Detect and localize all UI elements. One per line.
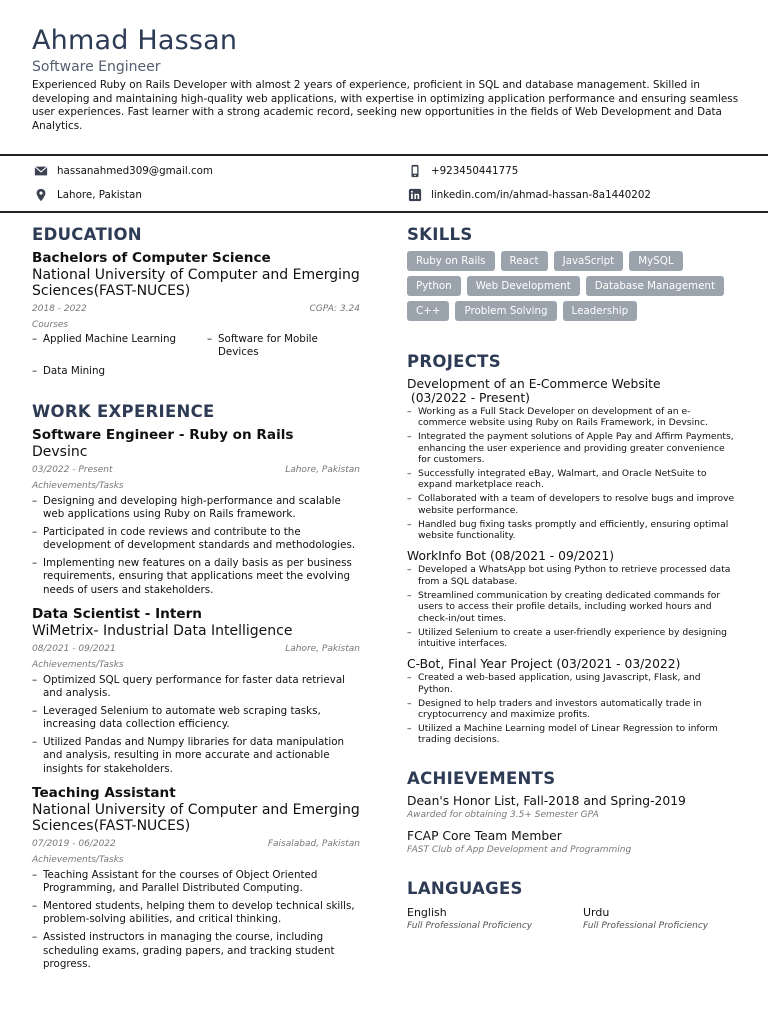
language-item xyxy=(407,906,583,932)
task-item: – Participated in code reviews and contribute to the development of development standards and methodologies. xyxy=(32,526,360,553)
candidate-name: Ahmad Hassan xyxy=(32,25,238,56)
email-text: hassanahmed309@gmail.com xyxy=(57,165,213,177)
job-location: Faisalabad, Pakistan xyxy=(267,839,360,850)
task-item: – Leveraged Selenium to automate web scraping tasks, increasing data collection efficiency. xyxy=(32,705,360,732)
achievement-title: Dean's Honor List, Fall-2018 and Spring-2019 xyxy=(407,793,686,808)
contact-location xyxy=(34,188,142,202)
tasks-label: Achievements/Tasks xyxy=(32,659,124,670)
project-title: WorkInfo Bot (08/2021 - 09/2021) xyxy=(407,549,615,564)
envelope-icon xyxy=(34,164,48,178)
education-item xyxy=(32,250,360,378)
resume-header xyxy=(32,24,742,133)
achievement-desc: FAST Club of App Development and Programming xyxy=(407,844,632,855)
education-cgpa: CGPA: 3.24 xyxy=(309,304,360,314)
project-task: – Integrated the payment solutions of Apple Pay and Affirm Payments, enhancing the user experience and providing greater convenience for customers. xyxy=(407,431,737,465)
task-item: – Implementing new features on a daily basis as per business requirements, ensuring that applications meet the evolving needs of users and stakeholders. xyxy=(32,557,360,597)
skill-tag: MySQL xyxy=(629,251,682,271)
skill-tag: Ruby on Rails xyxy=(407,251,495,271)
job-meta xyxy=(32,643,360,655)
project-task: – Developed a WhatsApp bot using Python to retrieve processed data from a SQL database. xyxy=(407,564,737,587)
skill-tag: Leadership xyxy=(563,301,638,321)
task-item: – Utilized Pandas and Numpy libraries for data manipulation and analysis, resulting in more accurate and actionable insights for stakeholders. xyxy=(32,736,360,776)
language-name: Urdu xyxy=(583,905,610,919)
achievement-desc: Awarded for obtaining 3.5+ Semester GPA xyxy=(407,809,599,820)
skill-tag: Database Management xyxy=(586,276,724,296)
job-item xyxy=(32,785,360,971)
linkedin-text: linkedin.com/in/ahmad-hassan-8a1440202 xyxy=(431,189,651,201)
project-task: – Created a web-based application, using Javascript, Flask, and Python. xyxy=(407,672,737,695)
education-dates: 2018 - 2022 xyxy=(32,304,87,314)
courses-label: Courses xyxy=(32,320,69,330)
task-item: – Assisted instructors in managing the course, including scheduling exams, grading papers, and tracking student progress. xyxy=(32,931,360,971)
project-task-list xyxy=(407,564,737,649)
job-title: Teaching Assistant xyxy=(32,785,176,802)
degree-title: Bachelors of Computer Science xyxy=(32,250,271,266)
job-dates: 03/2022 - Present xyxy=(32,464,113,475)
project-task-list xyxy=(407,406,737,541)
project-task: – Streamlined communication by creating dedicated commands for users to access their profile details, including worked hours and check-in/out times. xyxy=(407,590,737,624)
project-task: – Collaborated with a team of developers to resolve bugs and improve website performance. xyxy=(407,493,737,516)
project-task: – Successfully integrated eBay, Walmart, and Oracle NetSuite to expand marketplace reach. xyxy=(407,468,737,491)
job-meta xyxy=(32,464,360,476)
school-name: National University of Computer and Emerging Sciences(FAST-NUCES) xyxy=(32,267,360,299)
achievement-title: FCAP Core Team Member xyxy=(407,828,562,843)
skill-tag: C++ xyxy=(407,301,449,321)
education-meta xyxy=(32,303,360,315)
job-title: Software Engineer - Ruby on Rails xyxy=(32,426,294,443)
project-dates: (03/2022 - Present) xyxy=(407,391,530,405)
language-name: English xyxy=(407,905,447,919)
education-heading: EDUCATION xyxy=(32,225,142,244)
project-item xyxy=(407,657,737,745)
project-task: – Utilized a Machine Learning model of Linear Regression to inform trading decisions. xyxy=(407,723,737,746)
projects-heading: PROJECTS xyxy=(407,352,501,371)
task-item: – Teaching Assistant for the courses of Object Oriented Programming, and Parallel Distributed Computing. xyxy=(32,869,360,896)
tasks-label: Achievements/Tasks xyxy=(32,480,124,491)
job-org: National University of Computer and Emerging Sciences(FAST-NUCES) xyxy=(32,802,360,835)
left-column xyxy=(32,224,360,976)
job-item xyxy=(32,427,360,597)
job-title: Data Scientist - Intern xyxy=(32,605,202,622)
course-item: – Applied Machine Learning xyxy=(32,333,207,360)
job-dates: 07/2019 - 06/2022 xyxy=(32,839,116,850)
achievements-heading: ACHIEVEMENTS xyxy=(407,768,556,788)
project-title: C-Bot, Final Year Project (03/2021 - 03/2022) xyxy=(407,657,681,672)
task-item: – Mentored students, helping them to develop technical skills, problem-solving abilities, and critical thinking. xyxy=(32,900,360,927)
task-list xyxy=(32,674,360,776)
courses-list xyxy=(32,333,360,378)
job-org: WiMetrix- Industrial Data Intelligence xyxy=(32,622,293,639)
job-location: Lahore, Pakistan xyxy=(285,464,360,475)
skills-list xyxy=(407,251,727,321)
phone-text: +923450441775 xyxy=(431,165,519,177)
task-item: – Optimized SQL query performance for faster data retrieval and analysis. xyxy=(32,674,360,701)
skill-tag: JavaScript xyxy=(554,251,624,271)
skill-tag: React xyxy=(501,251,548,271)
task-item: – Designing and developing high-performance and scalable web applications using Ruby on Rails framework. xyxy=(32,495,360,522)
contact-linkedin[interactable] xyxy=(408,188,651,202)
work-heading: WORK EXPERIENCE xyxy=(32,401,215,421)
phone-icon xyxy=(408,164,422,178)
map-pin-icon xyxy=(34,188,48,202)
skill-tag: Problem Solving xyxy=(455,301,556,321)
right-column xyxy=(407,224,737,932)
job-dates: 08/2021 - 09/2021 xyxy=(32,643,116,654)
language-level: Full Professional Proficiency xyxy=(407,920,533,931)
project-task-list xyxy=(407,672,737,745)
project-task: – Handled bug fixing tasks promptly and efficiently, ensuring optimal website functionality. xyxy=(407,519,737,542)
project-title: Development of an E-Commerce Website xyxy=(407,377,661,391)
tasks-label: Achievements/Tasks xyxy=(32,855,124,866)
language-level: Full Professional Proficiency xyxy=(583,920,709,931)
skill-tag: Web Development xyxy=(467,276,580,296)
contact-email[interactable] xyxy=(34,164,213,178)
languages-heading: LANGUAGES xyxy=(407,878,523,898)
linkedin-icon xyxy=(408,188,422,202)
candidate-role: Software Engineer xyxy=(32,59,161,75)
contact-phone[interactable] xyxy=(408,164,518,178)
task-list xyxy=(32,869,360,971)
task-list xyxy=(32,495,360,597)
languages-list xyxy=(407,906,737,932)
project-item xyxy=(407,377,737,541)
location-text: Lahore, Pakistan xyxy=(57,189,142,201)
project-task: – Designed to help traders and investors automatically trade in cryptocurrency and maximize profits. xyxy=(407,698,737,721)
contact-bar xyxy=(0,154,768,213)
achievement-item xyxy=(407,829,737,856)
job-org: Devsinc xyxy=(32,443,88,460)
project-task: – Working as a Full Stack Developer on development of an e-commerce website using Ruby on Rails Framework, in Devsinc. xyxy=(407,406,737,429)
project-task: – Utilized Selenium to create a user-friendly experience by designing intuitive interfaces. xyxy=(407,627,737,650)
skill-tag: Python xyxy=(407,276,461,296)
achievement-item xyxy=(407,794,737,821)
skills-heading: SKILLS xyxy=(407,225,473,244)
course-item: – Software for Mobile Devices xyxy=(207,333,357,360)
job-item xyxy=(32,606,360,776)
project-item xyxy=(407,549,737,649)
summary-text: Experienced Ruby on Rails Developer with almost 2 years of experience, proficient in SQL and database management. Skilled in developing and maintaining high-quality web applications, with expertise in optimizing application performance and ensuring seamless user experiences. Fast learner with a strong academic record, seeking new opportunities in the fields of Web Development and Data Analytics. xyxy=(32,79,739,132)
job-location: Lahore, Pakistan xyxy=(285,643,360,654)
course-item: – Data Mining xyxy=(32,365,207,378)
job-meta xyxy=(32,838,360,850)
language-item xyxy=(583,906,733,932)
